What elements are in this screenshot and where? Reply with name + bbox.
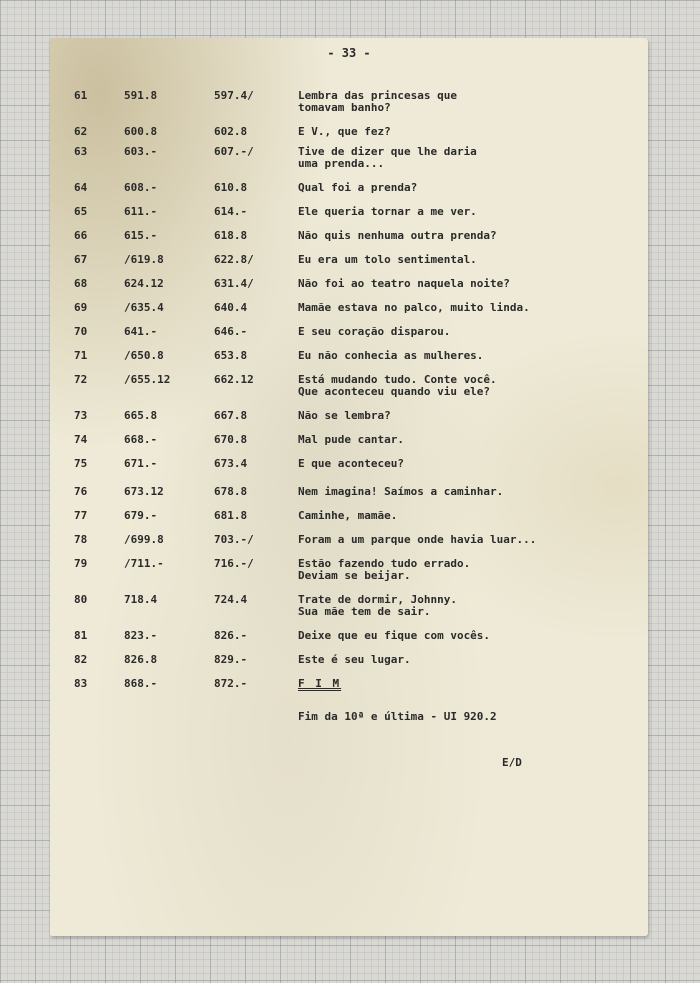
typed-document-page xyxy=(50,38,648,936)
end-timecode: 653.8 xyxy=(214,349,248,362)
row-number: 73 xyxy=(74,409,88,422)
end-timecode: 618.8 xyxy=(214,229,248,242)
start-timecode: /619.8 xyxy=(124,253,164,266)
subtitle-text: Eu não conhecia as mulheres. xyxy=(298,349,484,362)
subtitle-text: Não quis nenhuma outra prenda? xyxy=(298,229,497,242)
row-number: 75 xyxy=(74,457,88,470)
end-timecode: 662.12 xyxy=(214,373,254,386)
end-timecode: 670.8 xyxy=(214,433,248,446)
subtitle-text: E que aconteceu? xyxy=(298,457,404,470)
end-timecode: 622.8/ xyxy=(214,253,254,266)
end-note: Fim da 10ª e última - UI 920.2 xyxy=(298,710,497,723)
subtitle-text: F I M xyxy=(298,677,342,690)
start-timecode: /699.8 xyxy=(124,533,164,546)
row-number: 82 xyxy=(74,653,88,666)
subtitle-text: Não se lembra? xyxy=(298,409,391,422)
row-number: 72 xyxy=(74,373,88,386)
subtitle-text: Trate de dormir, Johnny. Sua mãe tem de sair. xyxy=(298,593,457,618)
row-number: 79 xyxy=(74,557,88,570)
end-timecode: 673.4 xyxy=(214,457,248,470)
row-number: 65 xyxy=(74,205,88,218)
start-timecode: /650.8 xyxy=(124,349,164,362)
subtitle-text: Foram a um parque onde havia luar... xyxy=(298,533,537,546)
start-timecode: 823.- xyxy=(124,629,158,642)
row-number: 61 xyxy=(74,89,88,102)
subtitle-text: E V., que fez? xyxy=(298,125,391,138)
row-number: 77 xyxy=(74,509,88,522)
start-timecode: 608.- xyxy=(124,181,158,194)
end-timecode: 826.- xyxy=(214,629,248,642)
subtitle-text: Mal pude cantar. xyxy=(298,433,404,446)
row-number: 68 xyxy=(74,277,88,290)
end-timecode: 607.-/ xyxy=(214,145,254,158)
end-timecode: 614.- xyxy=(214,205,248,218)
start-timecode: 826.8 xyxy=(124,653,158,666)
start-timecode: 615.- xyxy=(124,229,158,242)
subtitle-text: Nem imagina! Saímos a caminhar. xyxy=(298,485,504,498)
subtitle-text: Deixe que eu fique com vocês. xyxy=(298,629,491,642)
end-timecode: 610.8 xyxy=(214,181,248,194)
start-timecode: /711.- xyxy=(124,557,164,570)
start-timecode: 603.- xyxy=(124,145,158,158)
row-number: 62 xyxy=(74,125,88,138)
subtitle-text: E seu coração disparou. xyxy=(298,325,451,338)
end-timecode: 640.4 xyxy=(214,301,248,314)
start-timecode: 665.8 xyxy=(124,409,158,422)
start-timecode: 600.8 xyxy=(124,125,158,138)
start-timecode: 611.- xyxy=(124,205,158,218)
start-timecode: 641.- xyxy=(124,325,158,338)
end-timecode: 703.-/ xyxy=(214,533,254,546)
row-number: 74 xyxy=(74,433,88,446)
subtitle-text: Está mudando tudo. Conte você. Que aconteceu quando viu ele? xyxy=(298,373,497,398)
subtitle-text: Ele queria tornar a me ver. xyxy=(298,205,477,218)
row-number: 80 xyxy=(74,593,88,606)
row-number: 64 xyxy=(74,181,88,194)
subtitle-text: Caminhe, mamãe. xyxy=(298,509,398,522)
subtitle-text: Este é seu lugar. xyxy=(298,653,411,666)
row-number: 83 xyxy=(74,677,88,690)
row-number: 81 xyxy=(74,629,88,642)
row-number: 76 xyxy=(74,485,88,498)
end-timecode: 667.8 xyxy=(214,409,248,422)
start-timecode: 671.- xyxy=(124,457,158,470)
end-timecode: 597.4/ xyxy=(214,89,254,102)
subtitle-text: Tive de dizer que lhe daria uma prenda... xyxy=(298,145,477,170)
end-timecode: 602.8 xyxy=(214,125,248,138)
start-timecode: 868.- xyxy=(124,677,158,690)
end-timecode: 724.4 xyxy=(214,593,248,606)
row-number: 63 xyxy=(74,145,88,158)
end-timecode: 872.- xyxy=(214,677,248,690)
row-number: 70 xyxy=(74,325,88,338)
start-timecode: /635.4 xyxy=(124,301,164,314)
row-number: 67 xyxy=(74,253,88,266)
subtitle-text: Mamãe estava no palco, muito linda. xyxy=(298,301,530,314)
start-timecode: /655.12 xyxy=(124,373,171,386)
start-timecode: 668.- xyxy=(124,433,158,446)
subtitle-text: Eu era um tolo sentimental. xyxy=(298,253,477,266)
subtitle-text: Qual foi a prenda? xyxy=(298,181,418,194)
end-timecode: 631.4/ xyxy=(214,277,254,290)
page-number: - 33 - xyxy=(327,46,371,60)
end-timecode: 646.- xyxy=(214,325,248,338)
start-timecode: 718.4 xyxy=(124,593,158,606)
subtitle-text: Lembra das princesas que tomavam banho? xyxy=(298,89,457,114)
end-timecode: 716.-/ xyxy=(214,557,254,570)
start-timecode: 673.12 xyxy=(124,485,164,498)
row-number: 66 xyxy=(74,229,88,242)
subtitle-text: Não foi ao teatro naquela noite? xyxy=(298,277,510,290)
row-number: 78 xyxy=(74,533,88,546)
initials: E/D xyxy=(502,756,522,769)
start-timecode: 591.8 xyxy=(124,89,158,102)
start-timecode: 624.12 xyxy=(124,277,164,290)
end-timecode: 829.- xyxy=(214,653,248,666)
start-timecode: 679.- xyxy=(124,509,158,522)
row-number: 69 xyxy=(74,301,88,314)
subtitle-text: Estão fazendo tudo errado. Deviam se beijar. xyxy=(298,557,471,582)
row-number: 71 xyxy=(74,349,88,362)
end-timecode: 678.8 xyxy=(214,485,248,498)
end-timecode: 681.8 xyxy=(214,509,248,522)
